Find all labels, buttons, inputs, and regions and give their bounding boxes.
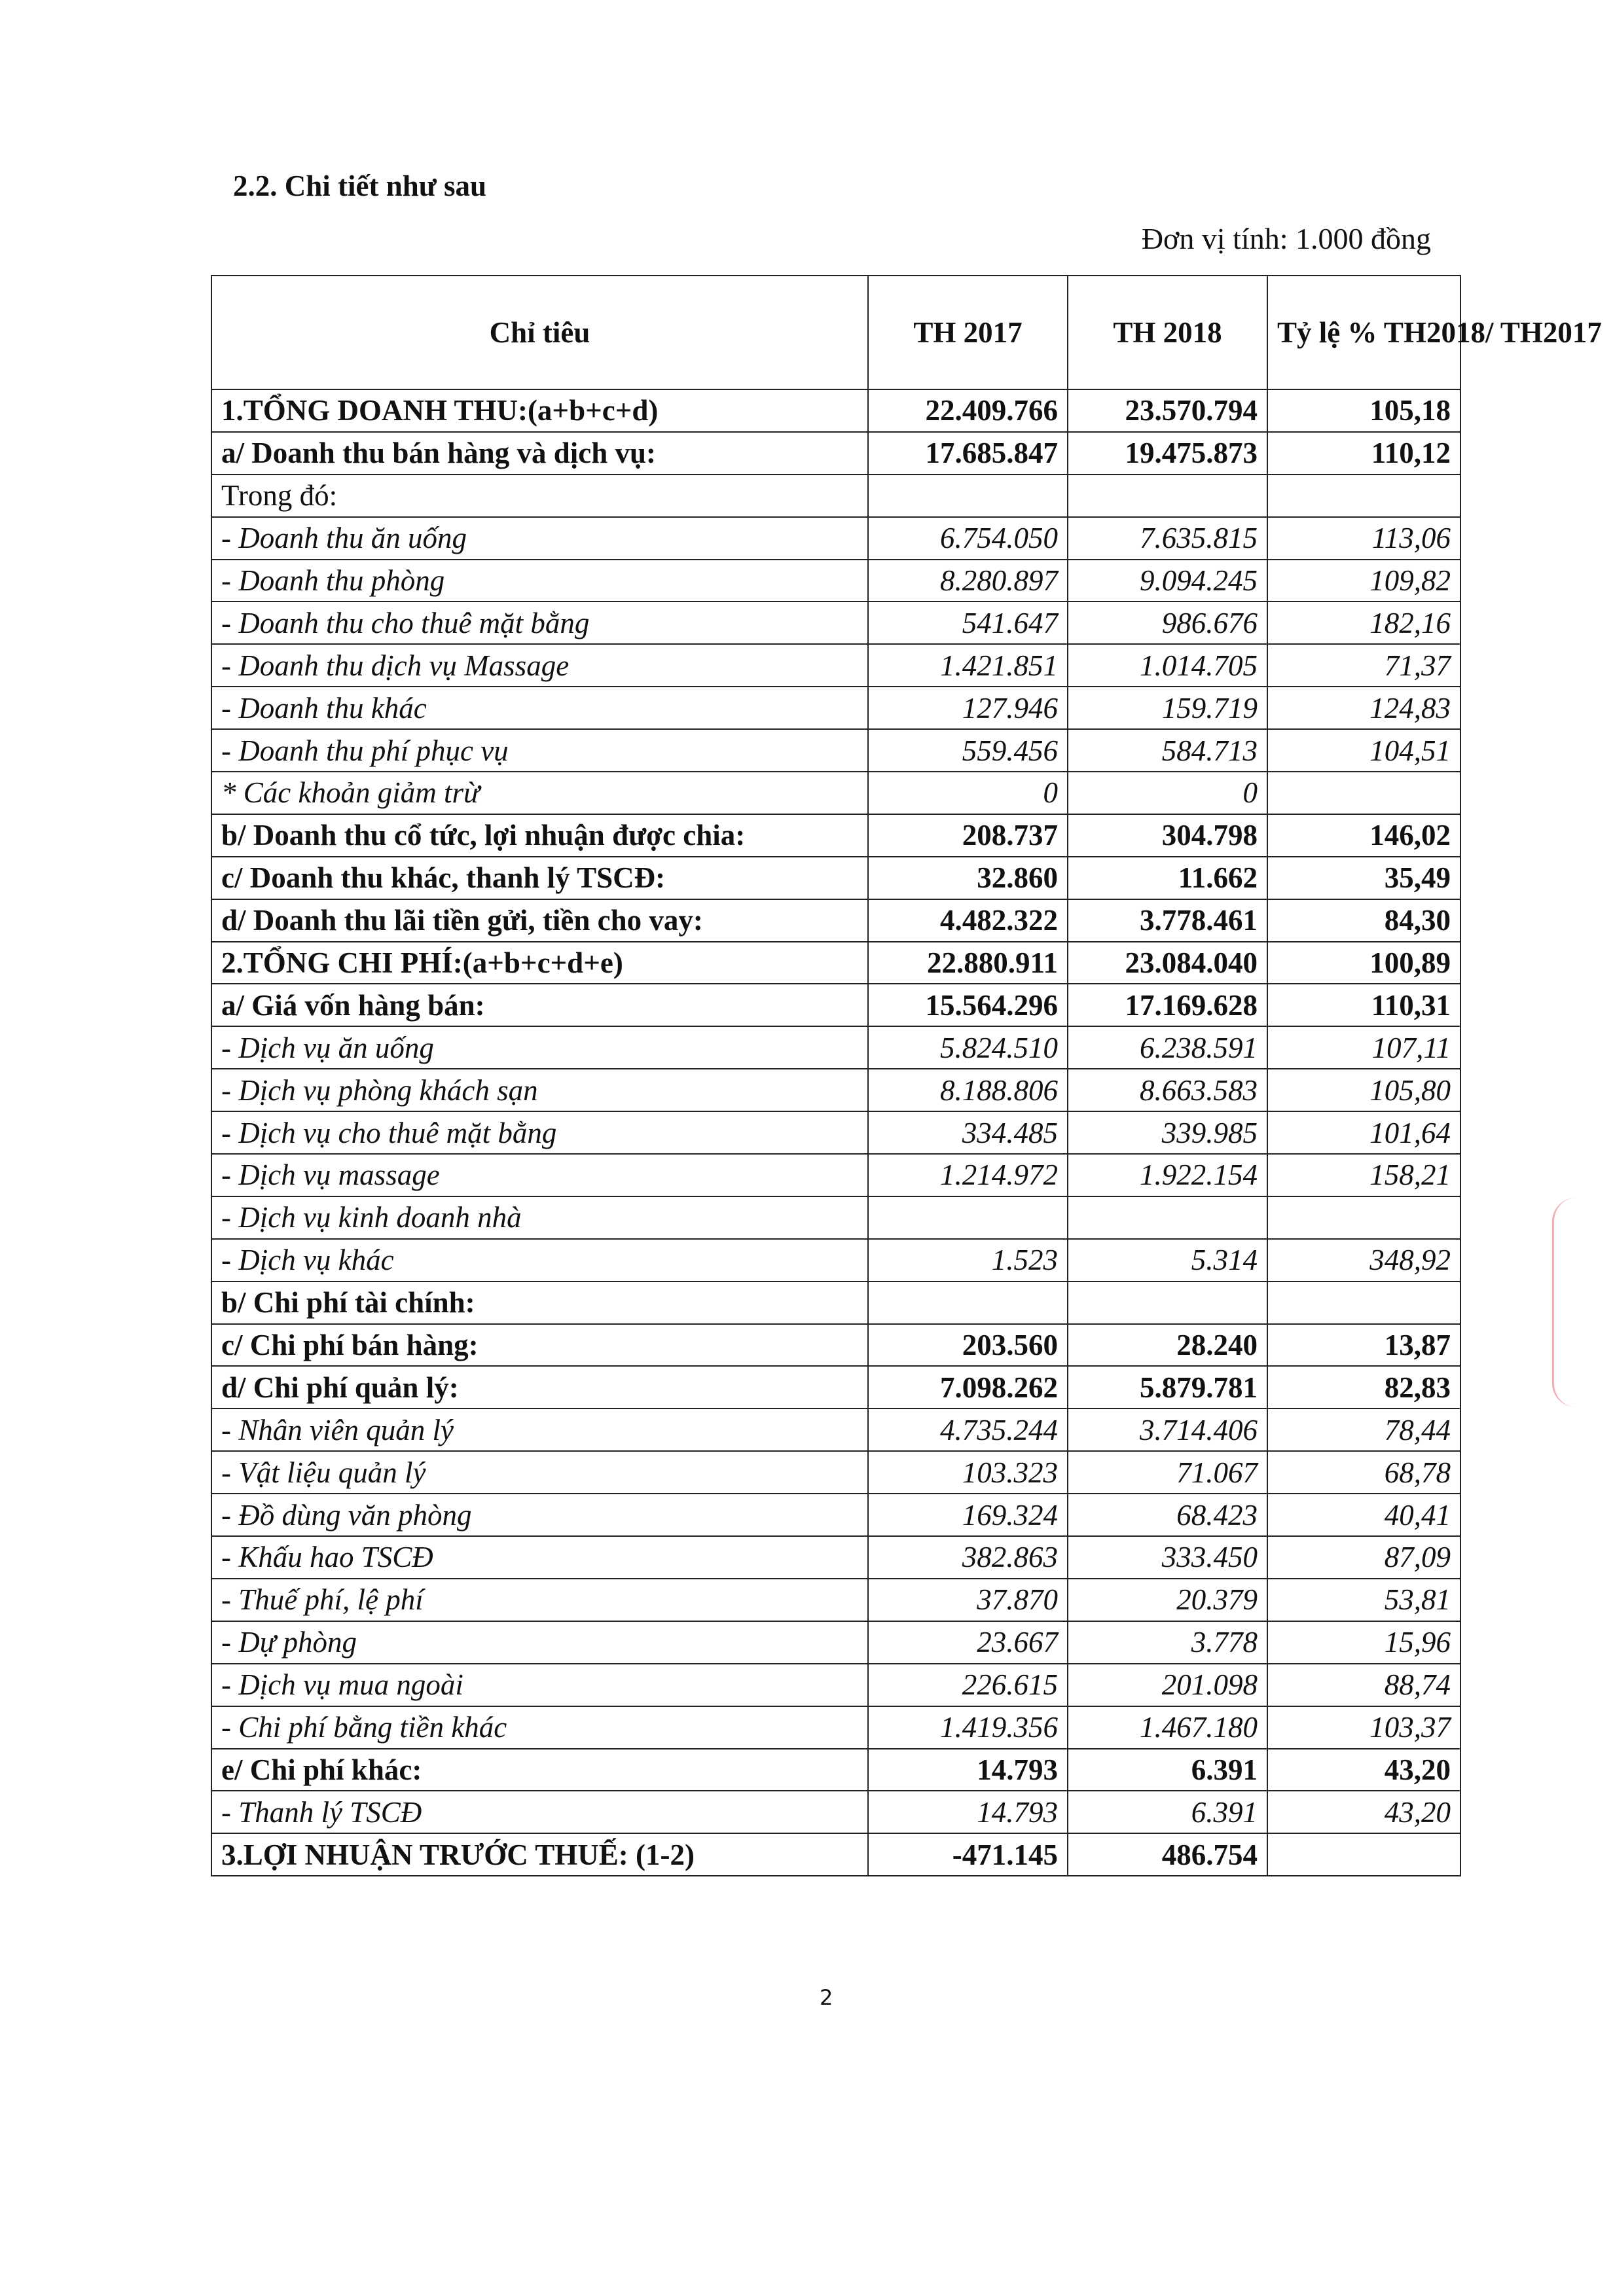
row-label: c/ Chi phí bán hàng: xyxy=(211,1324,868,1367)
value-2017 xyxy=(868,475,1068,517)
value-2018 xyxy=(1068,475,1267,517)
value-ratio: 43,20 xyxy=(1267,1749,1460,1791)
value-2017: 17.685.847 xyxy=(868,432,1068,475)
table-row xyxy=(211,1706,1460,1749)
row-label: - Chi phí bằng tiền khác xyxy=(211,1706,868,1749)
row-label: - Dịch vụ khác xyxy=(211,1239,868,1282)
value-2017: 15.564.296 xyxy=(868,984,1068,1026)
value-2017: 334.485 xyxy=(868,1111,1068,1154)
row-label: b/ Chi phí tài chính: xyxy=(211,1282,868,1324)
value-2017: 8.188.806 xyxy=(868,1069,1068,1111)
table-row xyxy=(211,1451,1460,1494)
table-row xyxy=(211,984,1460,1026)
value-2018: 6.238.591 xyxy=(1068,1026,1267,1069)
financial-detail-table xyxy=(211,275,1602,1876)
section-heading: 2.2. Chi tiết như sau xyxy=(233,170,487,202)
value-2018: 1.922.154 xyxy=(1068,1154,1267,1196)
row-label: - Doanh thu cho thuê mặt bằng xyxy=(211,601,868,644)
value-ratio: 35,49 xyxy=(1267,857,1460,899)
table-row xyxy=(211,729,1460,772)
value-ratio: 146,02 xyxy=(1267,814,1460,857)
table-row xyxy=(211,1833,1460,1876)
value-2017: 127.946 xyxy=(868,687,1068,729)
value-2018: 1.014.705 xyxy=(1068,644,1267,687)
row-label: b/ Doanh thu cổ tức, lợi nhuận được chia: xyxy=(211,814,868,857)
value-2017: 6.754.050 xyxy=(868,517,1068,560)
row-label: 3.LỢI NHUẬN TRƯỚC THUẾ: (1-2) xyxy=(211,1833,868,1876)
value-2018: 19.475.873 xyxy=(1068,432,1267,475)
value-2017 xyxy=(868,1196,1068,1239)
row-label: - Dịch vụ cho thuê mặt bằng xyxy=(211,1111,868,1154)
row-label: - Doanh thu phí phục vụ xyxy=(211,729,868,772)
value-2018: 71.067 xyxy=(1068,1451,1267,1494)
value-ratio: 105,80 xyxy=(1267,1069,1460,1111)
value-2017: 1.523 xyxy=(868,1239,1068,1282)
value-2017: 4.482.322 xyxy=(868,899,1068,942)
value-ratio: 100,89 xyxy=(1267,942,1460,984)
row-label: c/ Doanh thu khác, thanh lý TSCĐ: xyxy=(211,857,868,899)
table-row xyxy=(211,389,1460,432)
value-ratio: 40,41 xyxy=(1267,1494,1460,1536)
value-2018 xyxy=(1068,1282,1267,1324)
value-2018: 23.084.040 xyxy=(1068,942,1267,984)
value-ratio: 107,11 xyxy=(1267,1026,1460,1069)
table-row xyxy=(211,1791,1460,1833)
value-2017: 32.860 xyxy=(868,857,1068,899)
value-ratio: 78,44 xyxy=(1267,1408,1460,1451)
row-label: Trong đó: xyxy=(211,475,868,517)
table-row xyxy=(211,687,1460,729)
value-2018: 0 xyxy=(1068,772,1267,814)
value-2018: 486.754 xyxy=(1068,1833,1267,1876)
value-2018: 339.985 xyxy=(1068,1111,1267,1154)
table-row xyxy=(211,899,1460,942)
value-2017: 0 xyxy=(868,772,1068,814)
value-2017: 37.870 xyxy=(868,1579,1068,1621)
table-row xyxy=(211,772,1460,814)
row-label: - Dịch vụ mua ngoài xyxy=(211,1664,868,1706)
row-label: * Các khoản giảm trừ xyxy=(211,772,868,814)
value-2017: 14.793 xyxy=(868,1749,1068,1791)
row-label: - Khấu hao TSCĐ xyxy=(211,1536,868,1579)
row-label: - Doanh thu phòng xyxy=(211,560,868,602)
value-2017: 208.737 xyxy=(868,814,1068,857)
value-2017: 203.560 xyxy=(868,1324,1068,1367)
value-2018: 11.662 xyxy=(1068,857,1267,899)
value-ratio: 104,51 xyxy=(1267,729,1460,772)
value-ratio: 109,82 xyxy=(1267,560,1460,602)
value-ratio xyxy=(1267,1196,1460,1239)
value-ratio: 110,12 xyxy=(1267,432,1460,475)
table-row xyxy=(211,1069,1460,1111)
value-2017: 382.863 xyxy=(868,1536,1068,1579)
table-body xyxy=(211,389,1460,1876)
value-2018 xyxy=(1068,1196,1267,1239)
table-row xyxy=(211,644,1460,687)
header-th2017: TH 2017 xyxy=(868,276,1068,389)
header-th2018: TH 2018 xyxy=(1068,276,1267,389)
row-label: - Doanh thu khác xyxy=(211,687,868,729)
row-label: - Nhân viên quản lý xyxy=(211,1408,868,1451)
value-2018: 201.098 xyxy=(1068,1664,1267,1706)
value-2017: 5.824.510 xyxy=(868,1026,1068,1069)
red-stamp-mark xyxy=(1552,1198,1600,1407)
value-2017: 103.323 xyxy=(868,1451,1068,1494)
value-2018: 8.663.583 xyxy=(1068,1069,1267,1111)
value-ratio: 88,74 xyxy=(1267,1664,1460,1706)
row-label: a/ Giá vốn hàng bán: xyxy=(211,984,868,1026)
table-header-row xyxy=(211,276,1460,389)
row-label: - Dịch vụ phòng khách sạn xyxy=(211,1069,868,1111)
row-label: - Doanh thu dịch vụ Massage xyxy=(211,644,868,687)
value-ratio xyxy=(1267,475,1460,517)
value-ratio xyxy=(1267,772,1460,814)
value-ratio: 101,64 xyxy=(1267,1111,1460,1154)
value-2017 xyxy=(868,1282,1068,1324)
unit-note: Đơn vị tính: 1.000 đồng xyxy=(1141,222,1431,255)
value-2017: 7.098.262 xyxy=(868,1366,1068,1408)
value-ratio: 348,92 xyxy=(1267,1239,1460,1282)
table-row xyxy=(211,432,1460,475)
row-label: 2.TỔNG CHI PHÍ:(a+b+c+d+e) xyxy=(211,942,868,984)
value-ratio: 158,21 xyxy=(1267,1154,1460,1196)
value-2017: 1.421.851 xyxy=(868,644,1068,687)
table-row xyxy=(211,1749,1460,1791)
value-2018: 23.570.794 xyxy=(1068,389,1267,432)
value-ratio: 71,37 xyxy=(1267,644,1460,687)
value-2018: 304.798 xyxy=(1068,814,1267,857)
value-2018: 1.467.180 xyxy=(1068,1706,1267,1749)
header-indicator: Chỉ tiêu xyxy=(211,276,868,389)
value-2018: 3.778.461 xyxy=(1068,899,1267,942)
value-2017: 1.214.972 xyxy=(868,1154,1068,1196)
value-ratio: 182,16 xyxy=(1267,601,1460,644)
table-row xyxy=(211,475,1460,517)
table-row xyxy=(211,1579,1460,1621)
value-2017: 226.615 xyxy=(868,1664,1068,1706)
value-ratio: 43,20 xyxy=(1267,1791,1460,1833)
value-ratio: 68,78 xyxy=(1267,1451,1460,1494)
value-2018: 9.094.245 xyxy=(1068,560,1267,602)
value-ratio: 15,96 xyxy=(1267,1621,1460,1664)
row-label: a/ Doanh thu bán hàng và dịch vụ: xyxy=(211,432,868,475)
table-row xyxy=(211,1366,1460,1408)
table-row xyxy=(211,1196,1460,1239)
value-2017: 559.456 xyxy=(868,729,1068,772)
value-2018: 28.240 xyxy=(1068,1324,1267,1367)
value-2018: 68.423 xyxy=(1068,1494,1267,1536)
table-row xyxy=(211,1239,1460,1282)
table-row xyxy=(211,517,1460,560)
value-2017: -471.145 xyxy=(868,1833,1068,1876)
row-label: e/ Chi phí khác: xyxy=(211,1749,868,1791)
table-row xyxy=(211,560,1460,602)
row-label: - Thuế phí, lệ phí xyxy=(211,1579,868,1621)
value-2017: 22.880.911 xyxy=(868,942,1068,984)
value-2018: 986.676 xyxy=(1068,601,1267,644)
row-label: 1.TỔNG DOANH THU:(a+b+c+d) xyxy=(211,389,868,432)
table-row xyxy=(211,814,1460,857)
row-label: - Thanh lý TSCĐ xyxy=(211,1791,868,1833)
value-2018: 17.169.628 xyxy=(1068,984,1267,1026)
row-label: - Doanh thu ăn uống xyxy=(211,517,868,560)
value-ratio: 113,06 xyxy=(1267,517,1460,560)
row-label: - Đồ dùng văn phòng xyxy=(211,1494,868,1536)
value-2018: 584.713 xyxy=(1068,729,1267,772)
value-2017: 23.667 xyxy=(868,1621,1068,1664)
value-2018: 5.314 xyxy=(1068,1239,1267,1282)
value-2017: 1.419.356 xyxy=(868,1706,1068,1749)
value-2017: 8.280.897 xyxy=(868,560,1068,602)
table-row xyxy=(211,1494,1460,1536)
row-label: - Dịch vụ kinh doanh nhà xyxy=(211,1196,868,1239)
value-2018: 3.778 xyxy=(1068,1621,1267,1664)
value-2018: 6.391 xyxy=(1068,1791,1267,1833)
value-2018: 7.635.815 xyxy=(1068,517,1267,560)
table-row xyxy=(211,857,1460,899)
value-2018: 5.879.781 xyxy=(1068,1366,1267,1408)
value-2017: 169.324 xyxy=(868,1494,1068,1536)
value-ratio: 84,30 xyxy=(1267,899,1460,942)
value-ratio: 87,09 xyxy=(1267,1536,1460,1579)
row-label: d/ Chi phí quản lý: xyxy=(211,1366,868,1408)
table-row xyxy=(211,1282,1460,1324)
table-row xyxy=(211,1664,1460,1706)
table-row xyxy=(211,1026,1460,1069)
row-label: - Dịch vụ massage xyxy=(211,1154,868,1196)
value-2018: 159.719 xyxy=(1068,687,1267,729)
table-row xyxy=(211,1111,1460,1154)
value-ratio: 124,83 xyxy=(1267,687,1460,729)
table-row xyxy=(211,1324,1460,1367)
value-2018: 20.379 xyxy=(1068,1579,1267,1621)
value-2017: 541.647 xyxy=(868,601,1068,644)
value-ratio: 13,87 xyxy=(1267,1324,1460,1367)
value-2018: 333.450 xyxy=(1068,1536,1267,1579)
row-label: - Dự phòng xyxy=(211,1621,868,1664)
value-2017: 22.409.766 xyxy=(868,389,1068,432)
value-ratio: 105,18 xyxy=(1267,389,1460,432)
value-ratio: 82,83 xyxy=(1267,1366,1460,1408)
row-label: d/ Doanh thu lãi tiền gửi, tiền cho vay: xyxy=(211,899,868,942)
value-2018: 3.714.406 xyxy=(1068,1408,1267,1451)
header-ratio: Tỷ lệ % TH2018/ TH2017 xyxy=(1267,276,1460,389)
value-ratio xyxy=(1267,1282,1460,1324)
table-row xyxy=(211,1621,1460,1664)
value-ratio: 110,31 xyxy=(1267,984,1460,1026)
page-number: 2 xyxy=(820,1985,833,2010)
row-label: - Dịch vụ ăn uống xyxy=(211,1026,868,1069)
table-row xyxy=(211,1536,1460,1579)
table-row xyxy=(211,601,1460,644)
value-ratio: 53,81 xyxy=(1267,1579,1460,1621)
value-2018: 6.391 xyxy=(1068,1749,1267,1791)
row-label: - Vật liệu quản lý xyxy=(211,1451,868,1494)
value-ratio xyxy=(1267,1833,1460,1876)
table-row xyxy=(211,1408,1460,1451)
table-row xyxy=(211,942,1460,984)
value-ratio: 103,37 xyxy=(1267,1706,1460,1749)
table-row xyxy=(211,1154,1460,1196)
value-2017: 14.793 xyxy=(868,1791,1068,1833)
value-2017: 4.735.244 xyxy=(868,1408,1068,1451)
